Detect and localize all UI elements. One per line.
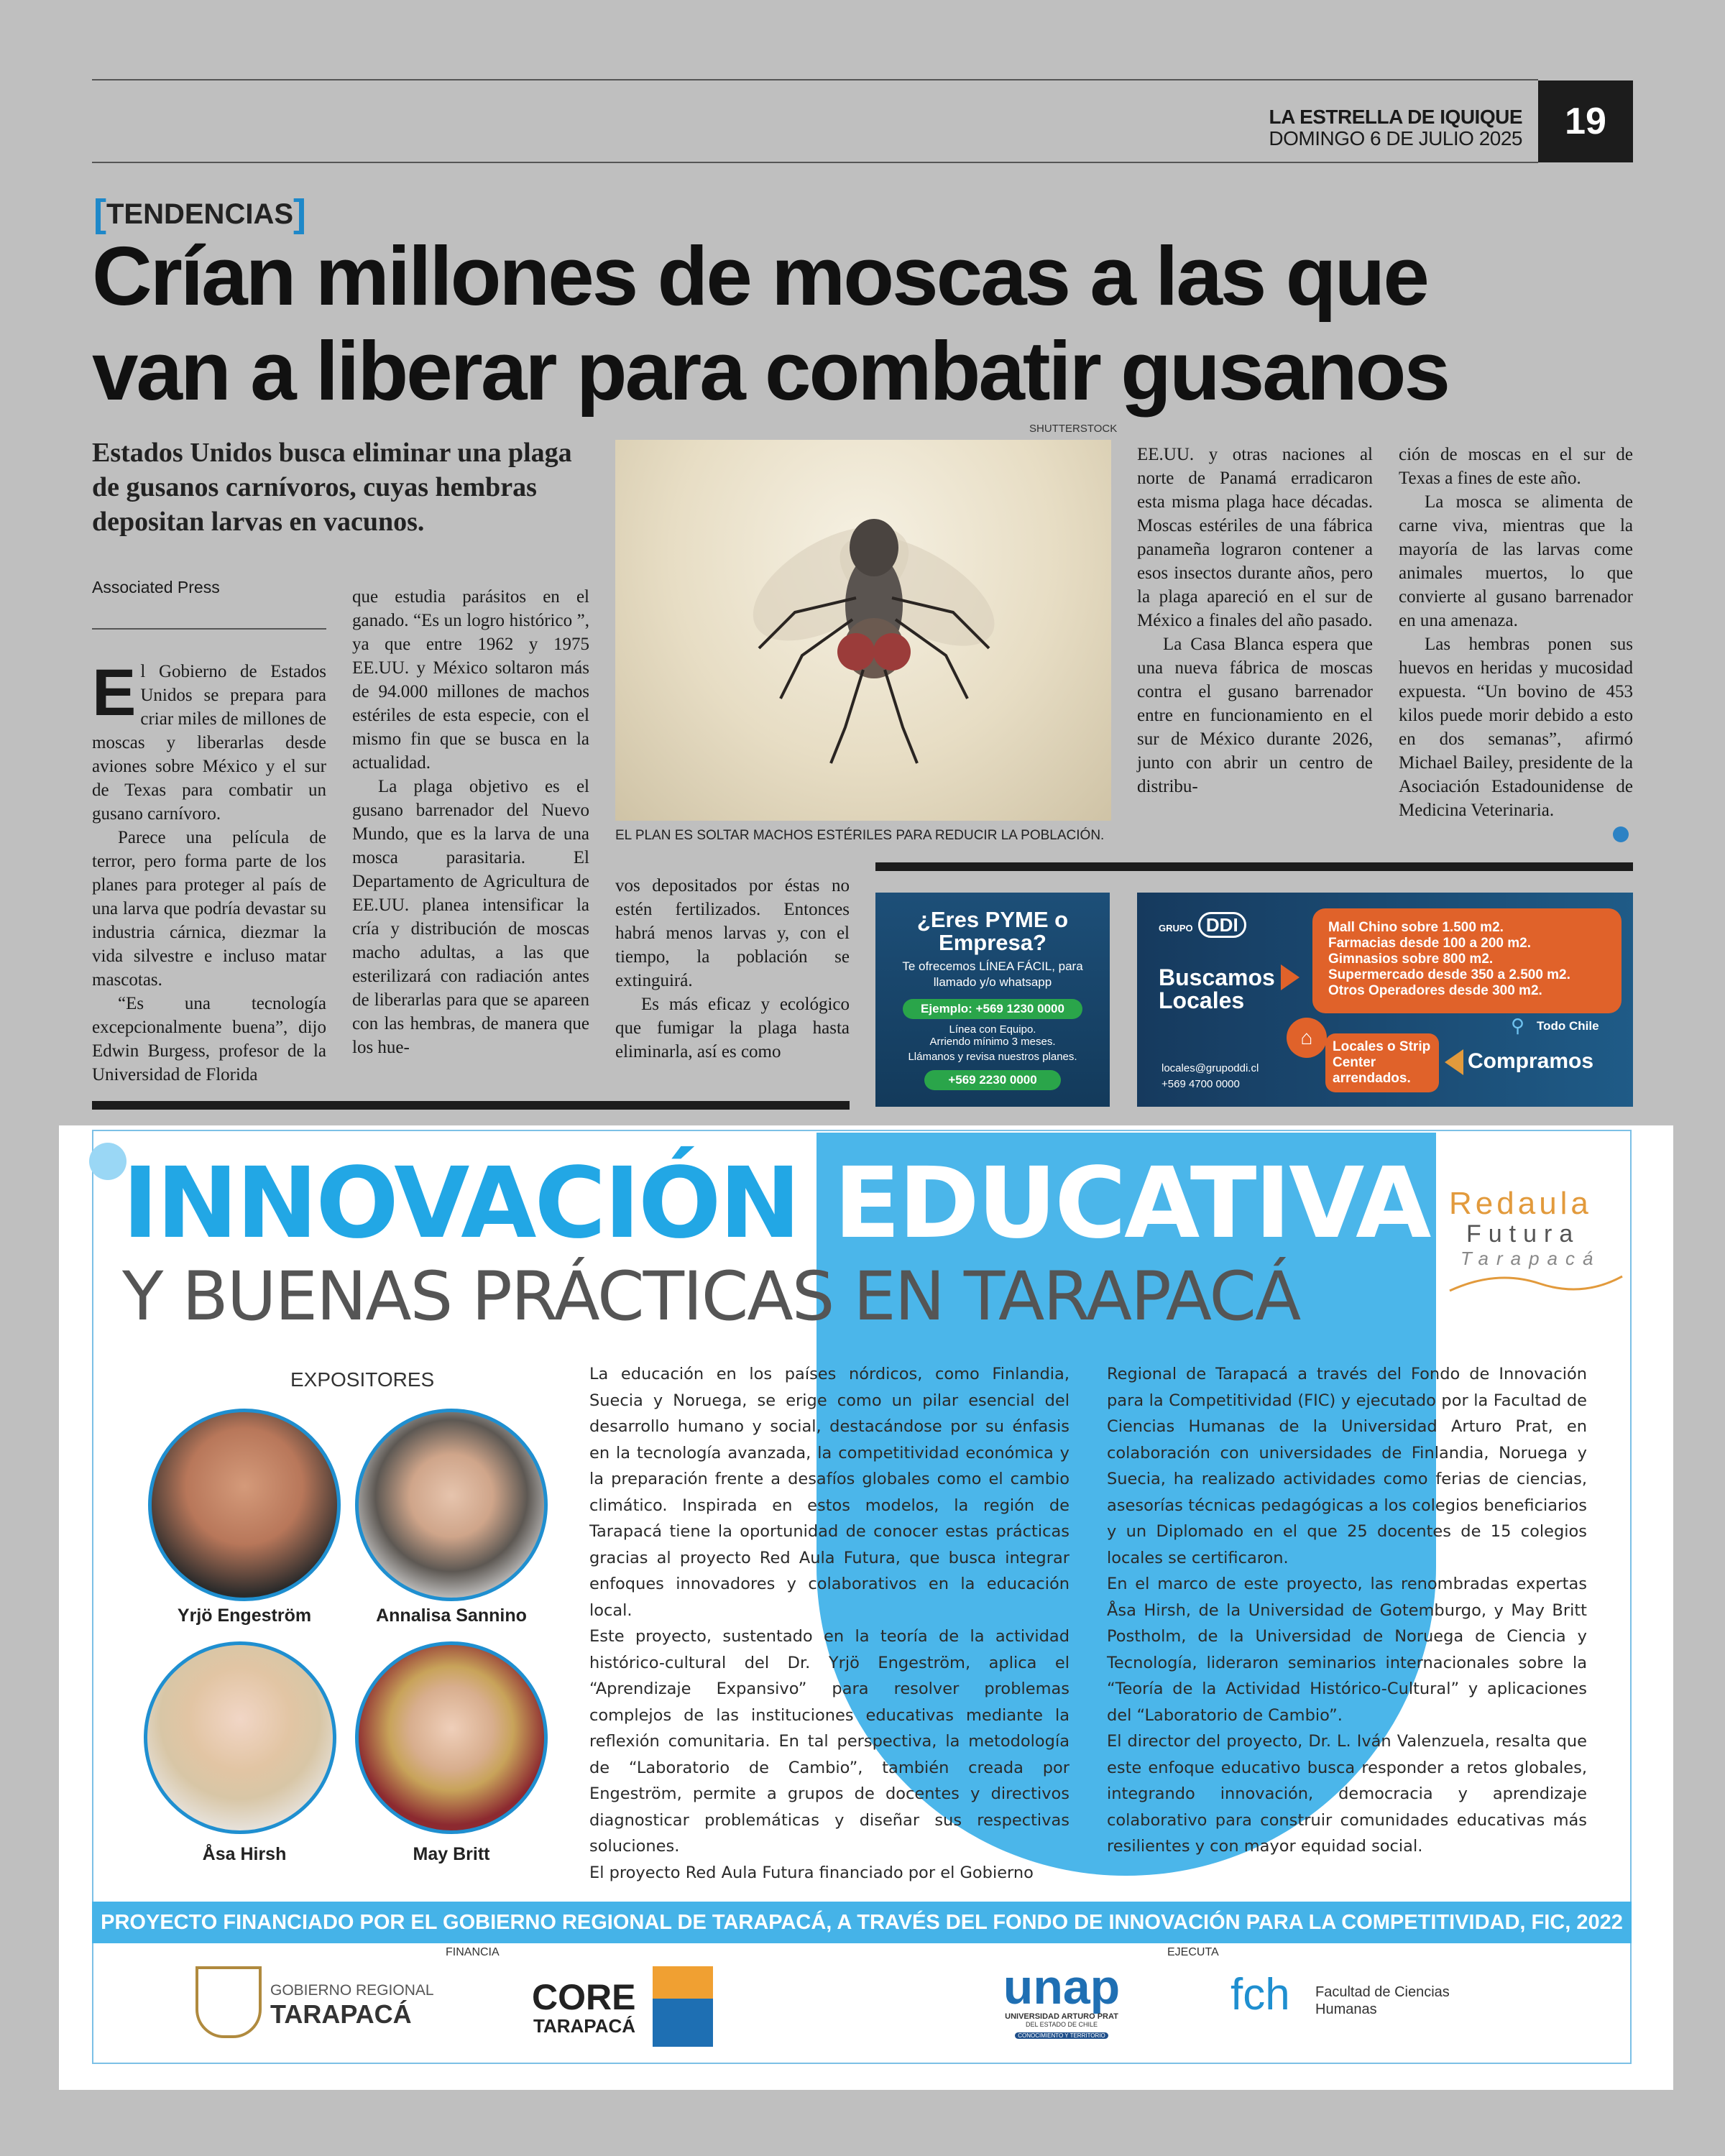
avatar-engestrom bbox=[148, 1409, 341, 1601]
article-column-5 bbox=[1399, 443, 1633, 822]
funding-banner: PROYECTO FINANCIADO POR EL GOBIERNO REGIONAL DE TARAPACÁ, A TRAVÉS DEL FONDO DE INNOVACIÓN PARA LA COMPETITIVIDAD, FIC, 2022 bbox=[92, 1902, 1632, 1943]
gore-line2: TARAPACÁ bbox=[270, 1999, 412, 2029]
ddi-brand-small: GRUPO bbox=[1159, 923, 1193, 934]
gore-line1: GOBIERNO REGIONAL bbox=[270, 1982, 434, 1999]
gore-logo bbox=[196, 1959, 454, 2045]
paragraph: vos depositados por éstas no estén fertilizados. Entonces habrá menos larvas y, con el tiempo, la población se extinguirá. bbox=[615, 876, 850, 990]
paragraph: Es más eficaz y ecológico que fumigar la plaga hasta eliminarla, así es como bbox=[615, 995, 850, 1061]
header-rule bbox=[92, 162, 1538, 163]
ddi-title: Buscamos Locales bbox=[1159, 964, 1275, 1013]
ddi-locales: Locales o Strip Center arrendados. bbox=[1325, 1033, 1439, 1092]
core-line1: CORE bbox=[532, 1977, 636, 2017]
page-number: 19 bbox=[1538, 80, 1633, 162]
arrow-right-icon bbox=[1281, 964, 1300, 990]
paragraph: La plaga objetivo es el gusano barrenador del Nuevo Mundo, que es la larva de una mosca parasitaria. El Departamento de Agricultura de EE.UU. planea intensificar la cría y distribución de moscas macho adultas, a las que esterilizará con radiación antes de liberarlas para que se apareen con las hembras, de manera que los hue- bbox=[352, 777, 589, 1057]
ejecuta-label: EJECUTA bbox=[1167, 1946, 1219, 1958]
paragraph: El proyecto Red Aula Futura financiado por el Gobierno bbox=[589, 1863, 1034, 1882]
fch-logo bbox=[1230, 1969, 1475, 2034]
ddi-line: Farmacias desde 100 a 200 m2. bbox=[1328, 936, 1532, 951]
article-column-4 bbox=[1137, 443, 1373, 798]
paragraph: Las hembras ponen sus huevos en heridas y mucosidad expuesta. “Un bovino de 453 kilos puede morir debido a esto en dos semanas”, afirmó Michael Bailey, presidente de la Asociación Estadounidense de Medicina Veterinaria. bbox=[1399, 635, 1633, 820]
redaula-logo-line2: Futura bbox=[1466, 1220, 1581, 1248]
core-logo bbox=[532, 1963, 719, 2050]
paragraph: l Gobierno de Estados Unidos se prepara para criar miles de millones de moscas y liberarlas desde aviones sobre México y el sur de Texas para combatir un gusano carnívoro. bbox=[92, 662, 326, 824]
headline-line-2: van a liberar para combatir gusanos bbox=[92, 324, 1449, 418]
ad-pyme bbox=[875, 893, 1110, 1107]
ddi-phone: +569 4700 0000 bbox=[1162, 1078, 1240, 1090]
byline-rule bbox=[92, 628, 326, 630]
newspaper-masthead bbox=[1269, 106, 1522, 149]
core-line2: TARAPACÁ bbox=[533, 2015, 636, 2037]
newspaper-name: LA ESTRELLA DE IQUIQUE bbox=[1269, 106, 1522, 128]
redaula-logo-line3: Tarapacá bbox=[1460, 1248, 1601, 1269]
top-rule bbox=[92, 79, 1538, 80]
speaker-name: Yrjö Engeström bbox=[177, 1606, 312, 1626]
section-tag: [TENDENCIAS] bbox=[93, 192, 306, 235]
unap-wordmark: unap bbox=[1003, 1960, 1121, 2014]
ddi-coverage: Todo Chile bbox=[1537, 1019, 1599, 1033]
corner-dot bbox=[89, 1143, 126, 1180]
section-label: TENDENCIAS bbox=[106, 198, 294, 230]
unap-tag: CONOCIMIENTO Y TERRITORIO bbox=[1015, 2032, 1108, 2039]
paragraph: El director del proyecto, Dr. L. Iván Valenzuela, resalta que este enfoque educativo busca responder a retos globales, integrando innovación, democracia y aprendizaje colaborativo para construir comunidades educativas más resilientes y con mayor equidad social. bbox=[1107, 1732, 1587, 1856]
paragraph: “Es una tecnología excepcionalmente buena”, dijo Edwin Burgess, profesor de la Universidad de Florida bbox=[92, 994, 326, 1084]
speaker-name: Åsa Hirsh bbox=[202, 1844, 287, 1864]
unap-sub: UNIVERSIDAD ARTURO PRAT bbox=[1005, 2012, 1118, 2021]
paragraph: EE.UU. y otras naciones al norte de Panamá erradicaron esta misma plaga hace décadas. Moscas estériles de una fábrica panameña lograron contener a esos insectos durante años, pero la plaga apareció en el sur de México a finales del año pasado. bbox=[1137, 445, 1373, 630]
fch-wordmark: fch bbox=[1230, 1970, 1290, 2019]
arrow-left-icon bbox=[1445, 1049, 1463, 1075]
innovation-column-1 bbox=[589, 1361, 1070, 1886]
drop-cap: E bbox=[92, 656, 137, 729]
fch-text: Facultad de Ciencias Humanas bbox=[1315, 1984, 1450, 2017]
shop-icon: ⌂ bbox=[1287, 1018, 1327, 1058]
article-column-2 bbox=[352, 585, 589, 1059]
unap-sub2: DEL ESTADO DE CHILE bbox=[1025, 2021, 1098, 2028]
speaker-name: May Britt bbox=[413, 1844, 490, 1864]
paragraph: Parece una película de terror, pero forma parte de los planes para proteger al país de una larva que podría devastar su industria cárnica, diezmar la vida silvestre e incluso matar mascotas. bbox=[92, 828, 326, 990]
innovation-title-2: EDUCATIVA bbox=[834, 1147, 1430, 1261]
ad-pyme-bullet: Arriendo mínimo 3 meses. bbox=[929, 1036, 1056, 1048]
innovation-subtitle: Y BUENAS PRÁCTICAS EN TARAPACÁ bbox=[122, 1258, 1300, 1336]
photo-credit: SHUTTERSTOCK bbox=[1029, 423, 1118, 435]
avatar-may-britt bbox=[355, 1641, 548, 1834]
redaula-swoosh-icon bbox=[1446, 1269, 1626, 1298]
ddi-line: Mall Chino sobre 1.500 m2. bbox=[1328, 920, 1504, 935]
issue-date: DOMINGO 6 DE JULIO 2025 bbox=[1269, 127, 1522, 149]
paragraph: La educación en los países nórdicos, como Finlandia, Suecia y Noruega, se erige como un pilar esencial del desarrollo humano y social, destacándose por su énfasis en la tecnología avanzada, la competitividad económica y la preparación frente a desafíos globales como el cambio climático. Inspirada en estos modelos, la región de Tarapacá tiene la oportunidad de conocer estas prácticas gracias al proyecto Red Aula Futura, que busca integrar enfoques innovadores y colaborativos en la educación local. bbox=[589, 1365, 1070, 1620]
ddi-line: Supermercado desde 350 a 2.500 m2. bbox=[1328, 967, 1570, 982]
article-subhead: Estados Unidos busca eliminar una plaga de gusanos carnívoros, cuyas hembras depositan larvas en vacunos. bbox=[92, 438, 572, 537]
ad-pyme-title: ¿Eres PYME o Empresa? bbox=[916, 907, 1069, 955]
ad-pyme-phone: +569 2230 0000 bbox=[924, 1070, 1061, 1090]
article-column-1 bbox=[92, 656, 326, 1087]
location-pin-icon: ⚲ bbox=[1511, 1015, 1525, 1036]
avatar-hirsh bbox=[144, 1641, 336, 1834]
ddi-compramos: Compramos bbox=[1468, 1049, 1594, 1073]
bottom-rule-heavy bbox=[92, 1101, 850, 1110]
unap-logo bbox=[986, 1962, 1137, 2055]
photo-caption: EL PLAN ES SOLTAR MACHOS ESTÉRILES PARA REDUCIR LA POBLACIÓN. bbox=[615, 828, 1105, 843]
core-emblem-icon bbox=[653, 1966, 713, 2047]
headline-line-1: Crían millones de moscas a las que bbox=[92, 229, 1427, 323]
speaker-name: Annalisa Sannino bbox=[376, 1606, 527, 1626]
ddi-email: locales@grupoddi.cl bbox=[1162, 1062, 1259, 1074]
paragraph: La mosca se alimenta de carne viva, mientras que la mayoría de las larvas come animales muertos, lo que convierte al gusano barrenador en una amenaza. bbox=[1399, 492, 1633, 630]
gore-emblem-icon bbox=[196, 1966, 262, 2038]
article-byline: Associated Press bbox=[92, 578, 220, 596]
ddi-logo bbox=[1159, 914, 1246, 936]
expositores-label: EXPOSITORES bbox=[290, 1368, 435, 1391]
ddi-brand: DDI bbox=[1198, 912, 1246, 938]
column-rule-heavy bbox=[875, 862, 1633, 871]
fly-illustration-icon bbox=[615, 440, 1111, 821]
ad-pyme-cta: Llámanos y revisa nuestros planes. bbox=[908, 1051, 1077, 1063]
paragraph: ción de moscas en el sur de Texas a fines de este año. bbox=[1399, 445, 1633, 488]
article-column-3 bbox=[615, 874, 850, 1064]
article-headline bbox=[92, 229, 1616, 418]
paragraph: En el marco de este proyecto, las renombradas expertas Åsa Hirsh, de la Universidad de Gotemburgo, y May Britt Postholm, de la Universidad de Noruega de Ciencia y Tecnología, lideraron seminarios internacionales sobre la “Teoría de la Actividad Histórico-Cultural” y aplicaciones del “Laboratorio de Cambio”. bbox=[1107, 1575, 1587, 1725]
avatar-sannino bbox=[355, 1409, 548, 1601]
redaula-logo-line1: Redaula bbox=[1449, 1186, 1592, 1221]
financia-label: FINANCIA bbox=[446, 1946, 500, 1958]
ad-pyme-example: Ejemplo: +569 1230 0000 bbox=[903, 999, 1082, 1019]
ad-pyme-offer: Te ofrecemos LÍNEA FÁCIL, para llamado y/o whatsapp bbox=[902, 959, 1083, 989]
innovation-column-2 bbox=[1107, 1361, 1587, 1860]
fly-photo bbox=[615, 440, 1111, 821]
ddi-line: Otros Operadores desde 300 m2. bbox=[1328, 983, 1542, 998]
paragraph: La Casa Blanca espera que una nueva fábrica de moscas contra el gusano barrenador entre en funcionamiento en el sur de México durante 2026, junto con abrir un centro de distribu- bbox=[1137, 635, 1373, 796]
ad-pyme-bullet: Línea con Equipo. bbox=[949, 1023, 1036, 1036]
ddi-line: Gimnasios sobre 800 m2. bbox=[1328, 952, 1494, 967]
paragraph: que estudia parásitos en el ganado. “Es un logro histórico ”, ya que entre 1962 y 1975 EE.UU. y México soltaron más de 94.000 millones de machos estériles de esta especie, con el mismo fin que se busca en la actualidad. bbox=[352, 587, 589, 773]
paragraph: Este proyecto, sustentado en la teoría de la actividad histórico-cultural del Dr. Yrjö Engeström, aplica el “Aprendizaje Expansivo” para resolver problemas complejos de las instituciones educativas mediante la reflexión comunitaria. En tal perspectiva, la metodología de “Laboratorio de Cambio”, también creada por Engeström, permite a grupos de docentes y directivos diagnosticar problemáticas y diseñar sus respectivas soluciones. bbox=[589, 1627, 1070, 1856]
paragraph: Regional de Tarapacá a través del Fondo de Innovación para la Competitividad (FIC) y ejecutado por la Facultad de Ciencias Humanas de la Universidad Arturo Prat, en colaboración con universidades de Finlandia, Noruega y Suecia, ha realizado actividades como ferias de ciencias, asesorías técnicas pedagógicas a los colegios beneficiarios y un Diplomado en el que 25 docentes de 15 colegios locales se certificaron. bbox=[1107, 1365, 1587, 1567]
ddi-requirements bbox=[1312, 908, 1622, 1013]
ad-ddi bbox=[1137, 893, 1633, 1107]
innovation-title-1: INNOVACIÓN bbox=[122, 1147, 799, 1261]
end-mark-icon bbox=[1613, 826, 1629, 842]
